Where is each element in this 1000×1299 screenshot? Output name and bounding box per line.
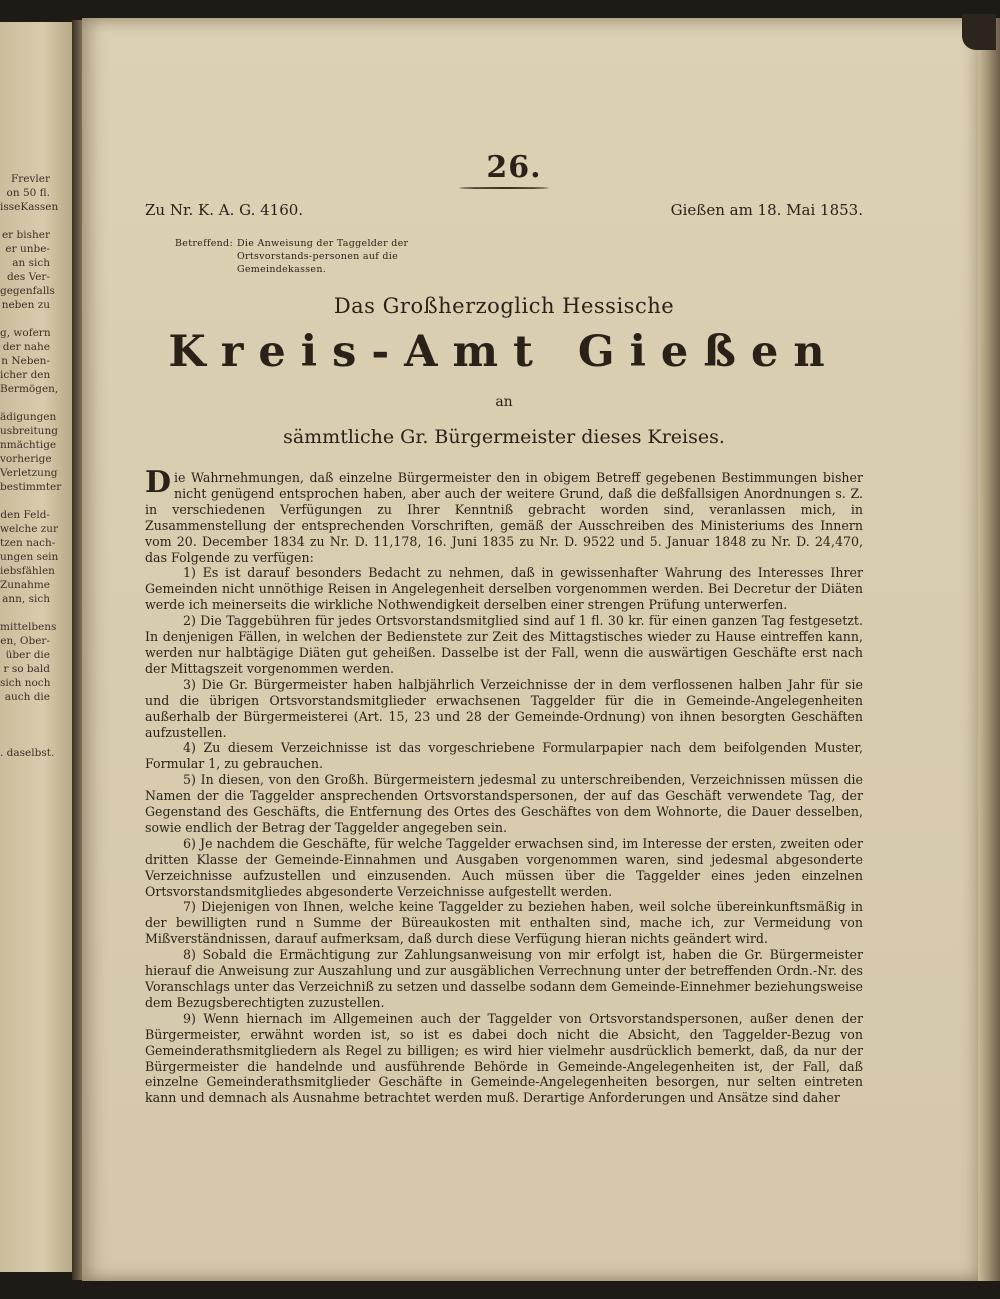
left-fragment-line: sich noch [0,677,51,689]
left-fragment-line: welche zur [0,523,59,535]
left-fragment-line: Frevler [10,173,50,185]
intro-text: ie Wahrnehmungen, daß einzelne Bürgermeister den in obigem Betreff gegebenen Bestimmungen bisher nicht genügend entsprochen haben, aber auch der weitere Grund, daß die deßfallsigen Anordnungen s. Z. in verschiedenen Verfügungen zu Ihrer Kenntniß gebracht worden sind, veranlassen mich, in Zusammenstellung der entsprechenden Vorschriften, gemäß der Ausschreiben des Ministeriums des Innern vom 20. December 1834 zu Nr. D. 11,178, 16. Juni 1835 zu Nr. D. 9522 und 5. Januar 1848 zu Nr. D. 24,470, das Folgende zu verfügen: [145,470,863,565]
left-fragment-line: tzen nach- [0,537,56,549]
intro-paragraph [145,465,863,565]
body-text [145,465,863,1106]
ornamental-rule [459,187,549,189]
numbered-paragraph: 3) Die Gr. Bürgermeister haben halbjährlich Verzeichnisse der in dem verflossenen halben Jahr für sie und die übrigen Ortsvorstandsmitglieder erwachsenen Taggelder für die in Gemeinde-Angelegenheiten außerhalb der Bürgermeisterei (Art. 15, 23 und 28 der Gemeinde-Ordnung) von ihnen besorgten Geschäften aufzustellen. [145,676,863,740]
numbered-paragraph: 9) Wenn hiernach im Allgemeinen auch der Taggelder von Ortsvorstandspersonen, außer denen der Bürgermeister, erwähnt worden ist, so ist es dabei doch nicht die Absicht, den Taggelder-Bezug von Gemeinderathsmitgliedern als Regel zu billigen; es wird hier vielmehr ausdrücklich bemerkt, daß, da nur der Bürgermeister die handelnde und ausführende Behörde in Gemeinde-Angelegenheiten ist, der Fall, daß einzelne Gemeinderathsmitglieder Geschäfte in Gemeinde-Angelegenheiten besorgen, nur selten eintreten kann und demnach als Ausnahme betrachtet werden muß. Derartige Anforderungen und Ansätze sind daher [145,1010,863,1106]
drop-cap: D [145,465,172,500]
left-fragment-line: isseKassen [0,201,59,213]
numbered-paragraph: 1) Es ist darauf besonders Bedacht zu nehmen, daß in gewissenhafter Wahrung des Interesses Ihrer Gemeinden nicht unnöthige Reisen in Angelegenheit derselben vorgenommen werden. Bei Decretur der Diäten werde ich meinerseits die wirkliche Nothwendigkeit derselben einer strengen Prüfung unterwerfen. [145,565,863,613]
subject-line [175,237,863,276]
left-page-text-fragments [0,172,62,760]
left-fragment-line: . daselbst. [0,747,55,759]
left-fragment-line: iebsfählen [0,565,55,577]
left-fragment-line: Zunahme [0,579,51,591]
issuing-authority: Kreis-Amt Gießen [168,327,840,377]
left-page-edge [0,22,74,1272]
left-fragment-line: n Neben- [1,355,50,367]
left-fragment-line: der nahe [2,341,50,353]
left-fragment-line [0,732,50,746]
numbered-paragraph: 8) Sobald die Ermächtigung zur Zahlungsanweisung von mir erfolgt ist, haben die Gr. Bürgermeister hierauf die Anweisung zur Auszahlung und zur ausgäblichen Verrechnung unter der betreffenden Ordn.-Nr. des Voranschlags unter das Verzeichniß zu setzen und dasselbe sodann dem Gemeinde-Einnehmer beziehungsweise dem Bezugsberechtigten zuzustellen. [145,947,863,1010]
numbered-paragraph: 4) Zu diesem Verzeichnisse ist das vorgeschriebene Formularpapier nach dem beifolgenden Muster, Formular 1, zu gebrauchen. [145,740,863,772]
left-fragment-line: r so bald [3,663,50,675]
left-fragment-line [0,494,50,508]
left-fragment-line: g, wofern [0,327,51,339]
left-fragment-line: Verletzung [0,467,58,479]
left-fragment-line: des Ver- [6,271,50,283]
document-content [145,150,863,1106]
left-fragment-line: mittelbens [0,621,57,633]
torn-corner [962,14,996,50]
left-fragment-line: ädigungen [0,411,57,423]
left-fragment-line: Bermögen, [0,383,59,395]
page-stack-edge [978,18,1000,1281]
left-fragment-line: en, Ober- [0,635,50,647]
left-fragment-line: ann, sich [2,593,50,605]
left-fragment-line [0,312,50,326]
left-fragment-line [0,214,50,228]
left-fragment-line: icher den [0,369,51,381]
addressee: sämmtliche Gr. Bürgermeister dieses Kreises. [283,426,725,448]
left-fragment-line: gegenfalls [0,285,55,297]
left-fragment-line: ungen sein [0,551,59,563]
page-number: 26. [486,150,542,185]
left-fragment-line: bestimmter [0,481,62,493]
left-fragment-line [0,396,50,410]
left-fragment-line: den Feld- [0,509,50,521]
left-fragment-line: vorherige [0,453,52,465]
numbered-paragraph: 6) Je nachdem die Geschäfte, für welche Taggelder erwachsen sind, im Interesse der ersten, zweiten oder dritten Klasse der Gemeinde-Einnahmen und Ausgaben vorgenommen waren, sind jedesmal abgesonderte Verzeichnisse aufzustellen und einzusenden. Auch müssen über die Taggelder eines jeden einzelnen Ortsvorstandsmitgliedes abgesonderte Verzeichnisse aufgestellt werden. [145,835,863,899]
left-fragment-line [0,606,50,620]
place-date: Gießen am 18. Mai 1853. [670,201,863,219]
numbered-paragraphs [145,565,863,1106]
left-fragment-line: an sich [12,257,50,269]
numbered-paragraph: 5) In diesen, von den Großh. Bürgermeistern jedesmal zu unterschreibenden, Verzeichnissen müssen die Namen der die Taggelder ansprechenden Ortsvorstandspersonen, der auf das Geschäft verwendete Tag, der Gegenstand des Geschäfts, die Entfernung des Ortes des Geschäftes von dem Wohnorte, die Dauer desselben, sowie endlich der Betrag der Taggelder angegeben sein. [145,772,863,835]
subject-label: Betreffend: [175,238,233,249]
subject-text: Die Anweisung der Taggelder der Ortsvorstands-personen auf die Gemeindekassen. [236,238,409,275]
left-fragment-line: er unbe- [5,243,50,255]
reference-number: Zu Nr. K. A. G. 4160. [145,201,304,219]
left-fragment-line: über die [5,649,50,661]
left-fragment-line: er bisher [1,229,50,241]
left-fragment-line: usbreitung [0,425,58,437]
left-fragment-line [0,704,50,718]
reference-row [145,201,863,219]
issuer-line: Das Großherzoglich Hessische [333,294,675,318]
numbered-paragraph: 7) Diejenigen von Ihnen, welche keine Taggelder zu beziehen haben, weil solche übereinkunftsmäßig in der bewilligten rund n Summe der Büreaukosten mit enthalten sind, mache ich, zur Vermeidung von Mißverständnissen, darauf aufmerksam, daß durch diese Verfügung hieran nichts geändert wird. [145,899,863,947]
to-label: an [495,394,513,410]
left-fragment-line [0,718,50,732]
left-fragment-line: neben zu [1,299,50,311]
numbered-paragraph: 2) Die Taggebühren für jedes Ortsvorstandsmitglied sind auf 1 fl. 30 kr. für einen ganzen Tag festgesetzt. In denjenigen Fällen, in welchen der Bedienstete zur Zeit des Mittagstisches wieder zu Hause eintreffen kann, werden nur halbtägige Diäten gut geheißen. Dasselbe ist der Fall, wenn die auswärtigen Geschäfte erst nach der Mittagszeit vorgenommen werden. [145,613,863,676]
left-fragment-line: nmächtige [0,439,57,451]
left-fragment-line: auch die [4,691,50,703]
left-fragment-line: on 50 fl. [6,187,50,199]
